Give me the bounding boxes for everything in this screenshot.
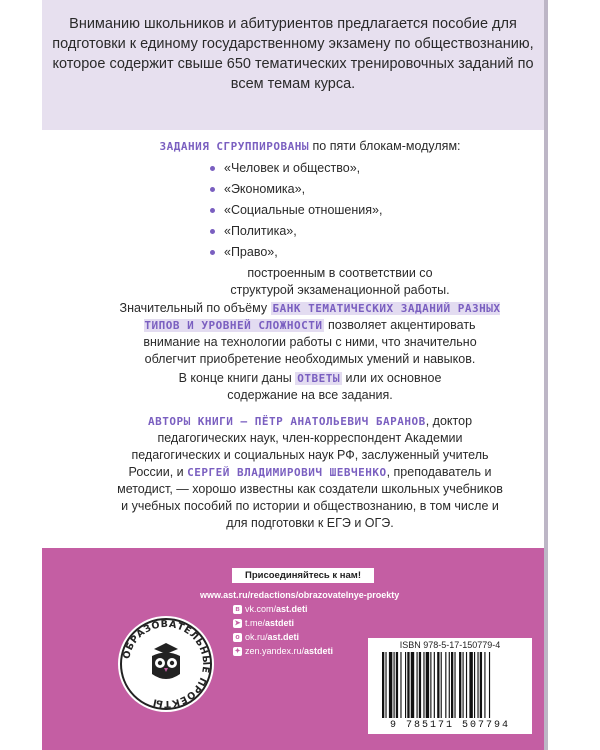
barcode-bar (411, 652, 414, 718)
barcode-bar (469, 652, 472, 718)
right-margin (548, 0, 600, 750)
barcode-bar (385, 652, 386, 718)
answers-before: В конце книги даны (178, 371, 296, 385)
vk-icon: в (233, 605, 242, 614)
barcode-bar (489, 652, 490, 718)
barcode-bar (466, 652, 467, 718)
answers-highlight: ОТВЕТЫ (297, 372, 341, 385)
barcode-bar (430, 652, 431, 718)
link-prefix: t.me/ (245, 618, 266, 628)
barcode-bar (474, 652, 475, 718)
answers-paragraph (145, 370, 475, 404)
publisher-logo (118, 616, 214, 712)
barcode-bar (405, 652, 406, 718)
authors-highlight-1: АВТОРЫ КНИГИ — ПЁТР АНАТОЛЬЕВИЧ БАРАНОВ (147, 415, 426, 428)
barcode-bar (419, 652, 421, 718)
link-prefix: vk.com/ (245, 604, 277, 614)
authors-text-2: , преподаватель и методист, — хорошо известны как создатели школьных учебников и учебных пособий по истории и обществознанию, в том числе и для подготовки к ЕГЭ и ОГЭ. (117, 465, 503, 530)
authors-highlight-2: СЕРГЕЙ ВЛАДИМИРОВИЧ ШЕВЧЕНКО (187, 466, 387, 479)
module-item: «Экономика», (210, 179, 382, 200)
barcode-bar (434, 652, 435, 718)
link-handle: astdeti (265, 618, 295, 628)
authors-text-1: , доктор педагогических наук, член-корреспондент Академии педагогических и социальных наук РФ, заслуженный учитель России, и (128, 414, 489, 479)
authors-paragraph (115, 413, 505, 532)
modules-list (210, 158, 382, 263)
bank-after: позволяет акцентировать внимание на технологии работы с ними, что значительно облегчит приобретение необходимых умений и навыков. (143, 318, 477, 366)
barcode-number: 9 785171 507794 (389, 720, 510, 731)
barcode-bar (396, 652, 398, 718)
link-handle: astdeti (304, 646, 334, 656)
telegram-icon: ➤ (234, 620, 241, 628)
barcode-bar (423, 652, 424, 718)
groups-rest: по пяти блокам-модулям: (309, 139, 461, 153)
social-link-vk[interactable] (200, 602, 399, 616)
barcode-bar (451, 652, 453, 718)
barcode-bar (382, 652, 384, 718)
barcode-bar (389, 652, 392, 718)
barcode-bar (459, 652, 461, 718)
barcode-bar (454, 652, 455, 718)
social-link-telegram[interactable] (200, 616, 399, 630)
bank-before: Значительный по объёму (119, 301, 271, 315)
bank-highlight: БАНК ТЕМАТИЧЕСКИХ ЗАДАНИЙ РАЗНЫХ ТИПОВ И УРОВНЕЙ СЛОЖНОСТИ (144, 302, 501, 332)
barcode-bar (463, 652, 464, 718)
link-handle: ast.deti (267, 632, 300, 642)
module-item: «Право», (210, 242, 382, 263)
barcode-block (368, 638, 532, 734)
zen-icon: ✦ (234, 648, 241, 656)
barcode-bar (477, 652, 478, 718)
bank-paragraph (118, 300, 502, 368)
groups-paragraph (130, 138, 490, 155)
join-us-label: Присоединяйтесь к нам! (232, 568, 374, 583)
main-website-link[interactable]: www.ast.ru/redactions/obrazovatelnye-proekty (200, 590, 400, 600)
barcode-bar (449, 652, 450, 718)
barcode-bar (417, 652, 418, 718)
answers-after: или их основное содержание на все задания. (227, 371, 442, 402)
barcode-bar (441, 652, 442, 718)
barcode-bar (400, 652, 401, 718)
module-item: «Социальные отношения», (210, 200, 382, 221)
intro-text: Вниманию школьников и абитуриентов предлагается пособие для подготовки к единому государственному экзамену по обществознанию, которое содержит свыше 650 тематических тренировочных заданий по всем темам курса. (52, 16, 534, 92)
link-handle: ast.deti (276, 604, 308, 614)
groups-highlight: ЗАДАНИЯ СГРУППИРОВАНЫ (159, 140, 310, 153)
link-prefix: ok.ru/ (245, 632, 268, 642)
barcode-bar (480, 652, 482, 718)
barcode-bar (484, 652, 485, 718)
link-prefix: zen.yandex.ru/ (245, 646, 305, 656)
ok-icon: о (233, 633, 242, 642)
groups-after: построенным в соответствии со структурой экзаменационной работы. (230, 266, 450, 297)
barcode-bar (407, 652, 409, 718)
logo-ring-text: ОБРАЗОВАТЕЛЬНЫЕ ПРОЕКТЫ (121, 618, 212, 710)
barcode-bar (426, 652, 429, 718)
module-item: «Политика», (210, 221, 382, 242)
barcode-bar (445, 652, 446, 718)
module-item: «Человек и общество», (210, 158, 382, 179)
isbn-text: ISBN 978-5-17-150779-4 (399, 640, 501, 650)
owl-logo-icon (118, 616, 214, 712)
barcode-bar (437, 652, 439, 718)
barcode-bar (394, 652, 395, 718)
